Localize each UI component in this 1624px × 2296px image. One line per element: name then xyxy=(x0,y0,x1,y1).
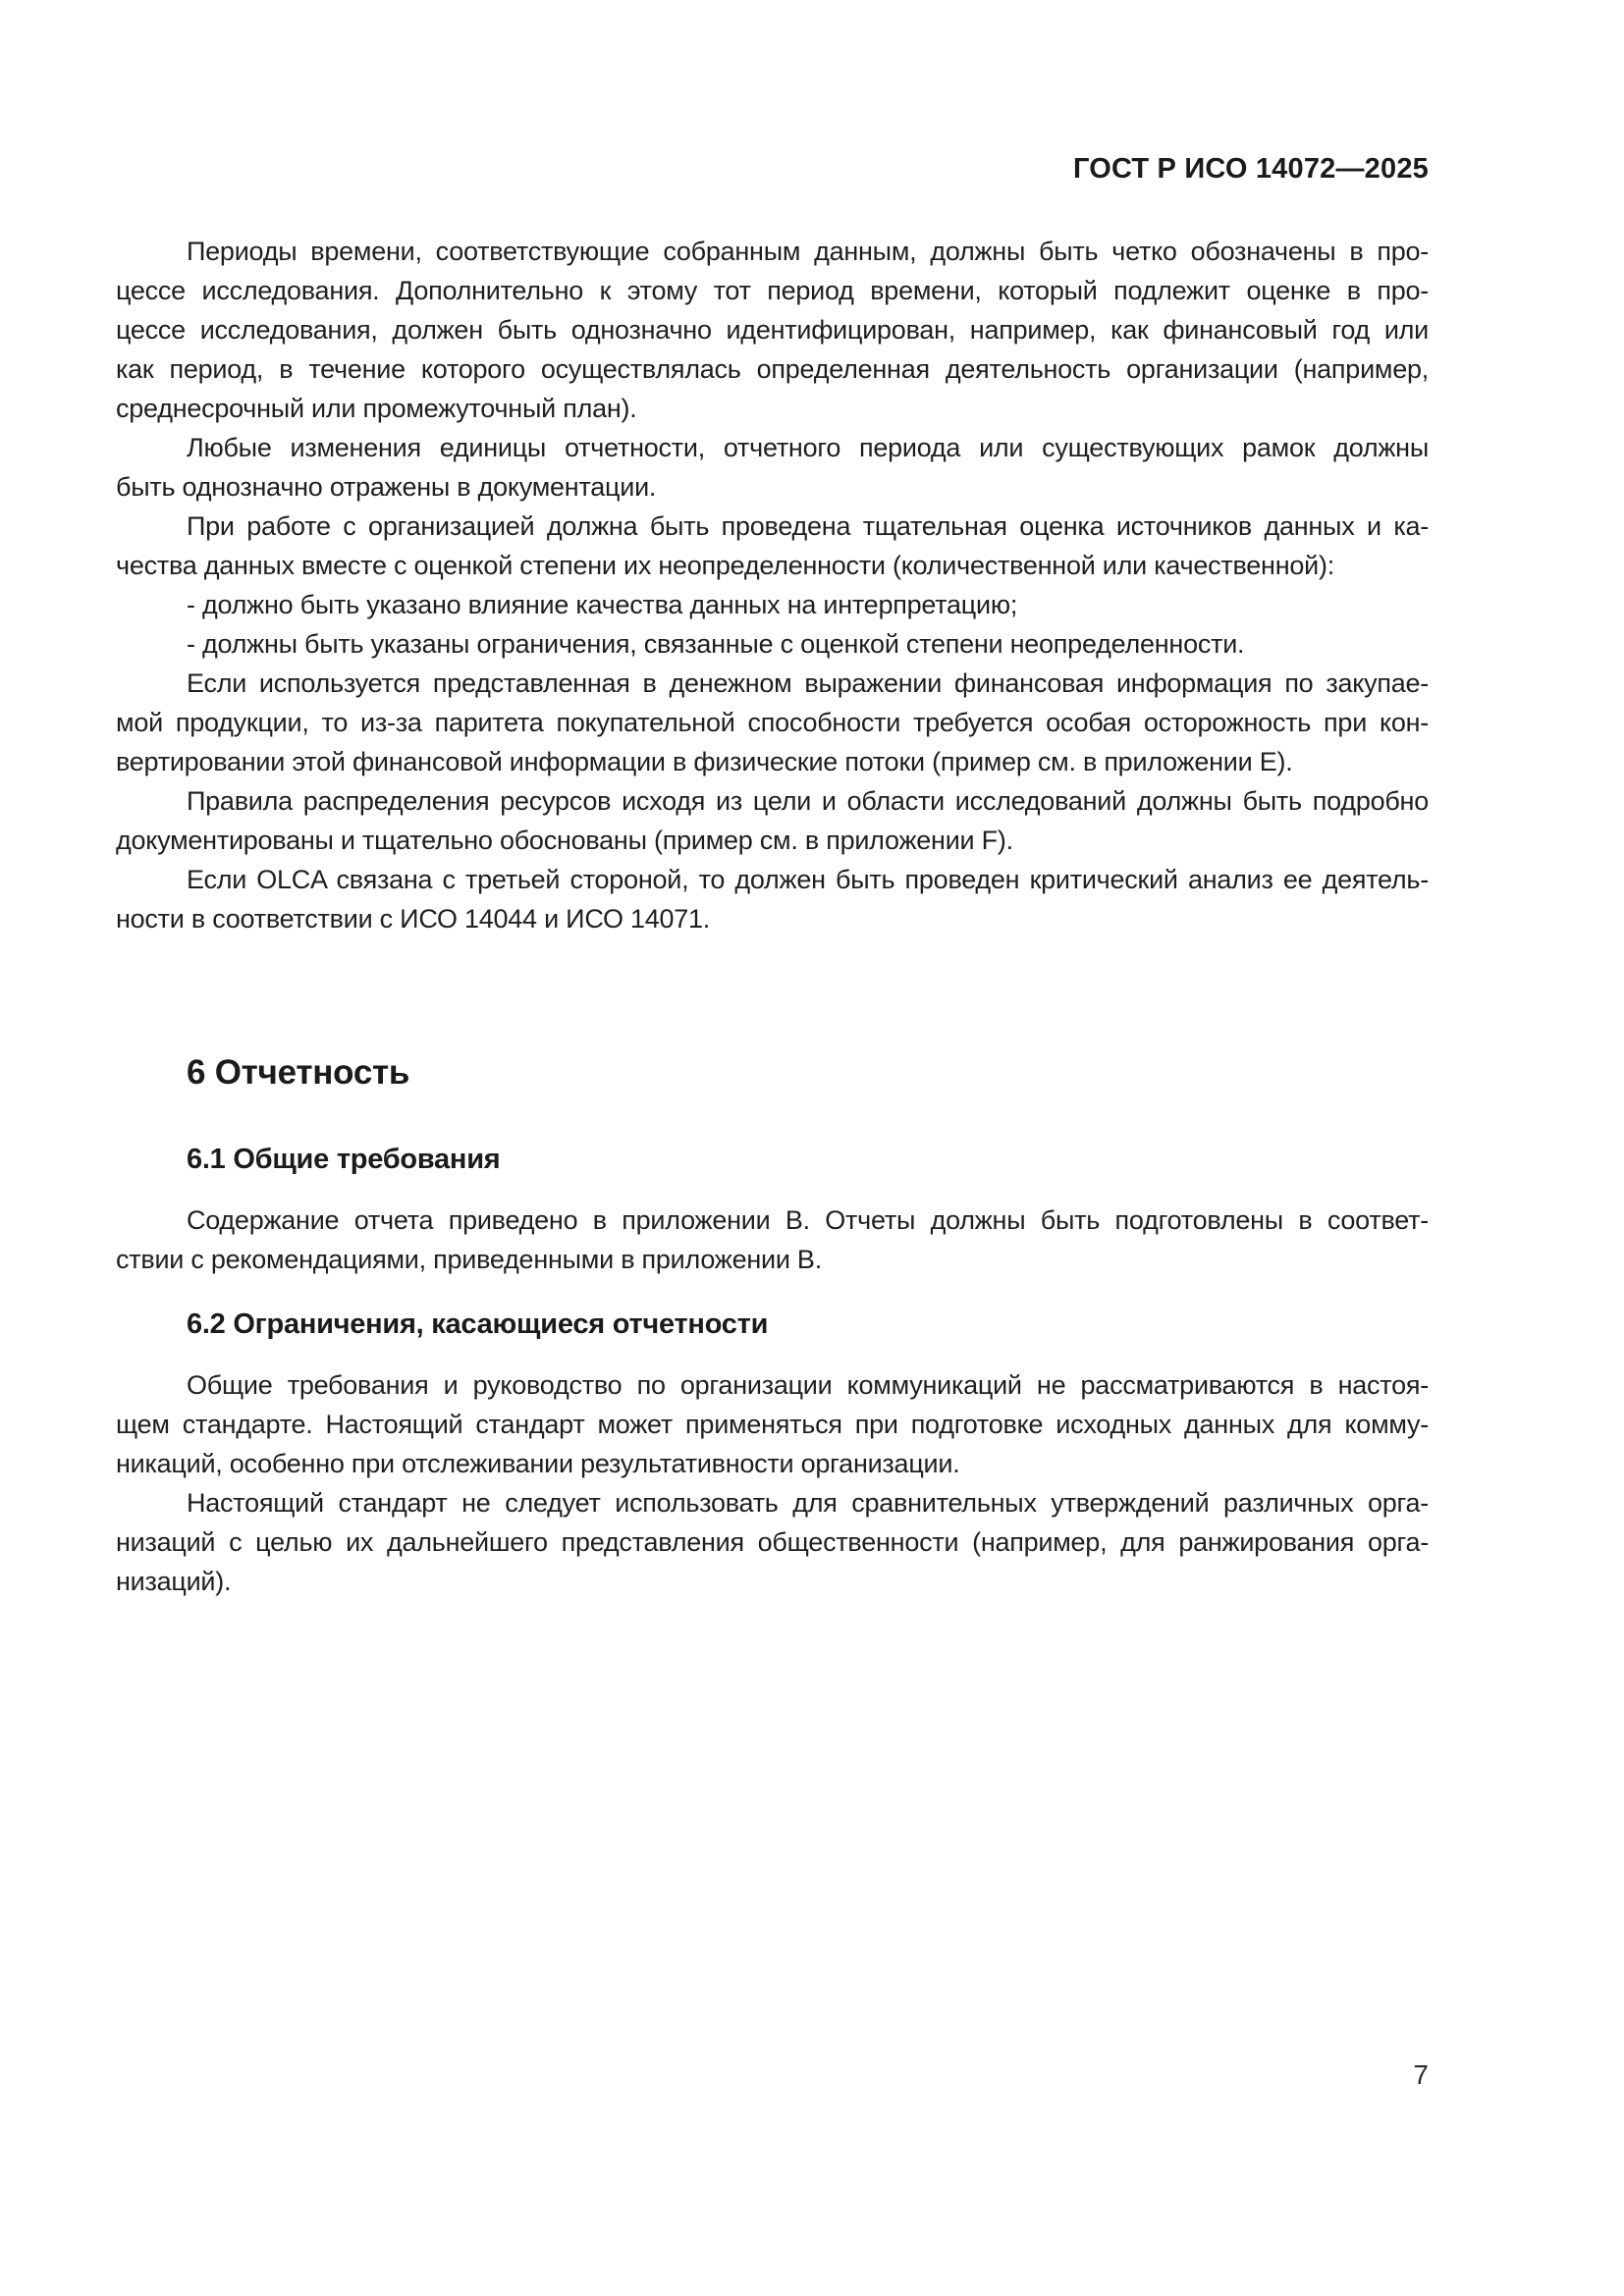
document-body xyxy=(116,232,1429,1601)
text-line: низаций с целью их дальнейшего представления общественности (например, для ранжирования орга- xyxy=(116,1527,1429,1557)
text-line: среднесрочный или промежуточный план). xyxy=(116,394,637,423)
list-item xyxy=(116,585,1429,624)
text-line: - должны быть указаны ограничения, связанные с оценкой степени неопределенности. xyxy=(187,629,1245,659)
text-line: быть однозначно отражены в документации. xyxy=(116,472,657,502)
text-line: цессе исследования. Дополнительно к этому тот период времени, который подлежит оценке в про- xyxy=(116,276,1429,305)
paragraph xyxy=(116,781,1429,860)
text-line: ствии с рекомендациями, приведенными в приложении B. xyxy=(116,1245,822,1274)
paragraph xyxy=(116,507,1429,585)
text-line: документированы и тщательно обоснованы (пример см. в приложении F). xyxy=(116,826,1013,855)
text-line: Периоды времени, соответствующие собранным данным, должны быть четко обозначены в про- xyxy=(187,237,1429,266)
text-line: Если OLCA связана с третьей стороной, то должен быть проведен критический анализ ее деятель- xyxy=(187,865,1429,894)
text-line: Общие требования и руководство по организации коммуникаций не рассматриваются в настоя- xyxy=(187,1370,1429,1400)
text-line: как период, в течение которого осуществлялась определенная деятельность организации (например, xyxy=(116,354,1429,384)
text-line: никаций, особенно при отслеживании результативности организации. xyxy=(116,1449,960,1478)
text-line: щем стандарте. Настоящий стандарт может применяться при подготовке исходных данных для комму- xyxy=(116,1410,1429,1439)
text-line: Любые изменения единицы отчетности, отчетного периода или существующих рамок должны xyxy=(187,433,1429,462)
paragraph xyxy=(116,428,1429,507)
text-line: При работе с организацией должна быть проведена тщательная оценка источников данных и ка- xyxy=(187,511,1429,541)
subsection-heading: 6.1 Общие требования xyxy=(187,1144,501,1175)
text-line: чества данных вместе с оценкой степени их неопределенности (количественной или качественной): xyxy=(116,551,1334,580)
paragraph xyxy=(116,664,1429,781)
paragraph xyxy=(116,1365,1429,1483)
text-line: низаций). xyxy=(116,1567,232,1596)
text-line: Правила распределения ресурсов исходя из цели и области исследований должны быть подробно xyxy=(187,786,1429,816)
text-line: - должно быть указано влияние качества данных на интерпретацию; xyxy=(187,590,1018,619)
subsection-heading: 6.2 Ограничения, касающиеся отчетности xyxy=(187,1308,769,1340)
list-item xyxy=(116,624,1429,664)
section-heading: 6 Отчетность xyxy=(187,1053,410,1092)
document-header-title: ГОСТ Р ИСО 14072—2025 xyxy=(1072,153,1429,185)
text-line: Если используется представленная в денежном выражении финансовая информация по закупае- xyxy=(187,668,1429,698)
page-number: 7 xyxy=(1413,2059,1429,2090)
paragraph xyxy=(116,232,1429,428)
paragraph xyxy=(116,860,1429,938)
text-line: Содержание отчета приведено в приложении B. Отчеты должны быть подготовлены в соответ- xyxy=(187,1205,1429,1235)
paragraph xyxy=(116,1483,1429,1601)
paragraph xyxy=(116,1201,1429,1279)
text-line: мой продукции, то из-за паритета покупательной способности требуется особая осторожность при кон- xyxy=(116,708,1429,737)
text-line: ности в соответствии с ИСО 14044 и ИСО 14071. xyxy=(116,904,711,934)
text-line: цессе исследования, должен быть однозначно идентифицирован, например, как финансовый год или xyxy=(116,315,1429,345)
text-line: Настоящий стандарт не следует использовать для сравнительных утверждений различных орга- xyxy=(187,1488,1429,1518)
text-line: вертировании этой финансовой информации в физические потоки (пример см. в приложении E). xyxy=(116,747,1293,776)
